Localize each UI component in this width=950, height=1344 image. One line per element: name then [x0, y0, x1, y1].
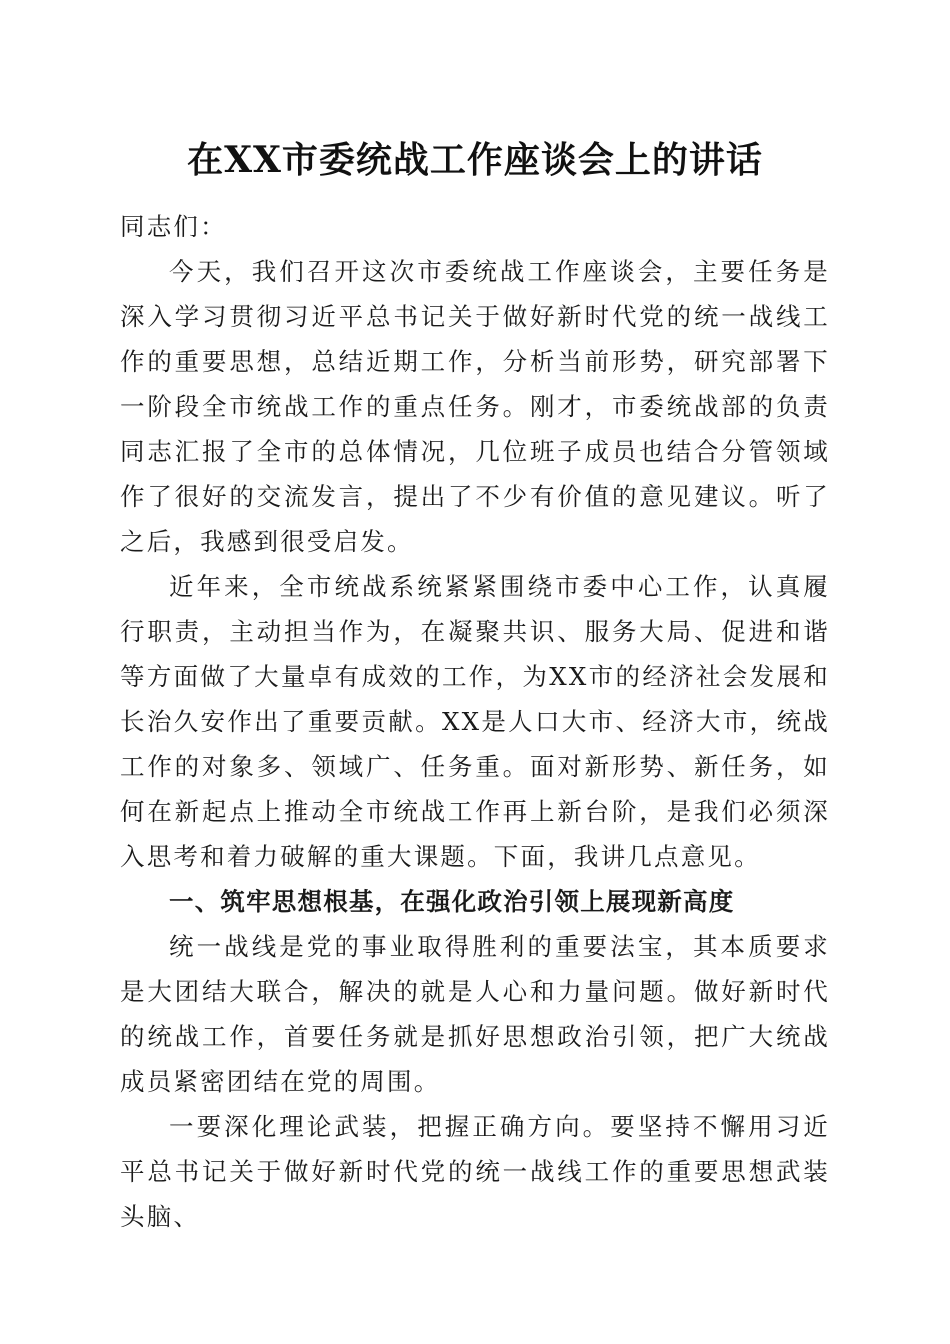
salutation: 同志们： — [120, 212, 227, 241]
section-paragraph-intro: 统一战线是党的事业取得胜利的重要法宝，其本质要求是大团结大联合，解决的就是人心和力量问题。做好新时代的统战工作，首要任务就是抓好思想政治引领，把广大统战成员紧密团结在党的周围。 — [120, 932, 830, 1096]
paragraph-review: 近年来，全市统战系统紧紧围绕市委中心工作，认真履行职责，主动担当作为，在凝聚共识、服务大局、促进和谐等方面做了大量卓有成效的工作，为XX市的经济社会发展和长治久安作出了重要贡献。XX是人口大市、经济大市，统战工作的对象多、领域广、任务重。面对新形势、新任务，如何在新起点上推动全市统战工作再上新台阶，是我们必须深入思考和着力破解的重大课题。下面，我讲几点意见。 — [120, 572, 830, 871]
section-paragraph-point-one: 一要深化理论武装，把握正确方向。要坚持不懈用习近平总书记关于做好新时代党的统一战线工作的重要思想武装头脑、 — [120, 1112, 830, 1231]
document-body — [120, 204, 830, 1239]
document-title: 在XX市委统战工作座谈会上的讲话 — [187, 139, 763, 181]
section-heading: 一、筑牢思想根基，在强化政治引领上展现新高度 — [169, 887, 735, 916]
paragraph-opening: 今天，我们召开这次市委统战工作座谈会，主要任务是深入学习贯彻习近平总书记关于做好新时代党的统一战线工作的重要思想，总结近期工作，分析当前形势，研究部署下一阶段全市统战工作的重点任务。刚才，市委统战部的负责同志汇报了全市的总体情况，几位班子成员也结合分管领域作了很好的交流发言，提出了不少有价值的意见建议。听了之后，我感到很受启发。 — [120, 257, 830, 556]
